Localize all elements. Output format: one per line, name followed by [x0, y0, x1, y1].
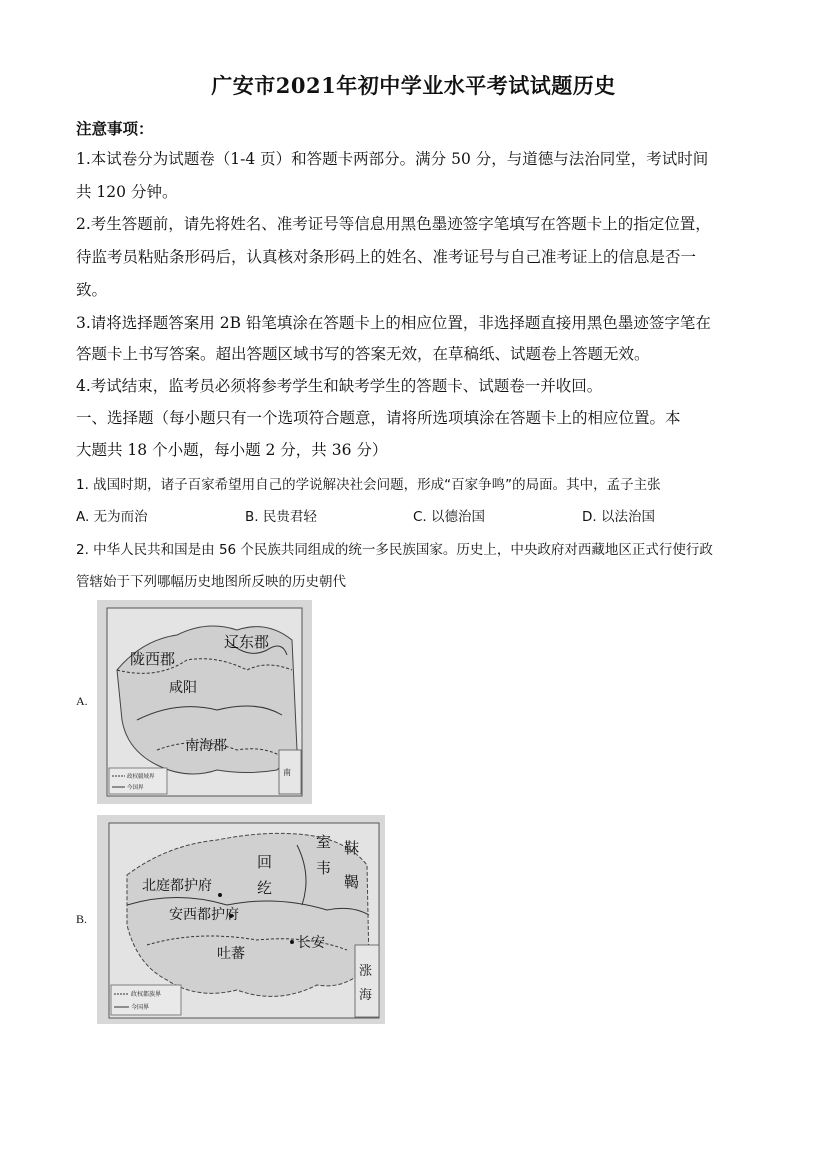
map-b-inset-label-2: 海: [359, 988, 373, 1003]
map-b-label-mo: 靺: [344, 839, 360, 857]
question-1-stem: 1. 战国时期，诸子百家希望用自己的学说解决社会问题，形成“百家争鸣”的局面。其中，孟子主张: [76, 477, 661, 493]
question-2-option-b-label[interactable]: B.: [76, 912, 88, 926]
note-4: 4.考试结束，监考员必须将参考学生和缺考学生的答题卡、试题卷一并收回。: [76, 377, 603, 395]
note-3-line-1: 3.请将选择题答案用 2B 铅笔填涂在答题卡上的相应位置，非选择题直接用黑色墨迹签字笔在: [76, 314, 711, 332]
map-b-label-shi: 室: [316, 833, 332, 851]
map-a-image[interactable]: [97, 600, 312, 804]
map-a-label-longxi: 陇西郡: [130, 650, 176, 668]
map-b-legend-2: 今国界: [131, 1004, 150, 1011]
map-a-graphic: [97, 600, 312, 804]
page-title: 广安市2021年初中学业水平考试试题历史: [211, 73, 616, 98]
question-2-stem-line-2: 管辖始于下列哪幅历史地图所反映的历史朝代: [76, 574, 346, 590]
map-b-graphic: [97, 815, 385, 1024]
map-b-image[interactable]: [97, 815, 385, 1024]
question-1-option-c[interactable]: C. 以德治国: [413, 509, 486, 525]
question-1-option-a[interactable]: A. 无为而治: [76, 509, 148, 525]
map-b-inset-label-1: 涨: [359, 964, 373, 979]
map-a-label-liaodong: 辽东郡: [224, 633, 270, 651]
map-b-label-changan: 长安: [297, 935, 325, 951]
note-1-line-1: 1.本试卷分为试题卷（1-4 页）和答题卡两部分。满分 50 分，与道德与法治同堂，考试时间: [76, 150, 709, 168]
note-2-line-3: 致。: [76, 281, 108, 299]
map-b-label-wei: 韦: [316, 859, 332, 877]
map-a-label-xianyang: 咸阳: [169, 680, 197, 696]
map-b-label-beiting: 北庭都护府: [142, 878, 212, 894]
note-1-line-2: 共 120 分钟。: [76, 183, 178, 201]
notes-heading: 注意事项：: [76, 119, 154, 138]
note-2-line-2: 待监考员粘贴条形码后，认真核对条形码上的姓名、准考证号与自己准考证上的信息是否一: [76, 248, 697, 266]
map-a-inset-label: 南: [283, 768, 291, 777]
map-b-label-tubo: 吐蕃: [217, 946, 245, 962]
question-1-option-b[interactable]: B. 民贵君轻: [245, 509, 317, 525]
section-heading-line-2: 大题共 18 个小题，每小题 2 分，共 36 分）: [76, 441, 388, 459]
map-a-legend-2: 今国界: [127, 785, 144, 791]
map-b-label-anxi: 安西都护府: [169, 907, 239, 923]
question-1-option-d[interactable]: D. 以法治国: [582, 509, 655, 525]
section-heading-line-1: 一、选择题（每小题只有一个选项符合题意，请将所选项填涂在答题卡上的相应位置。本: [76, 409, 681, 427]
note-2-line-1: 2.考生答题前，请先将姓名、准考证号等信息用黑色墨迹签字笔填写在答题卡上的指定位置，: [76, 215, 711, 233]
question-2-option-a-label[interactable]: A.: [76, 694, 88, 708]
map-a-legend-1: 政权疆域界: [127, 774, 155, 780]
note-3-line-2: 答题卡上书写答案。超出答题区域书写的答案无效，在草稿纸、试题卷上答题无效。: [76, 345, 650, 363]
map-b-label-he2: 纥: [257, 879, 273, 897]
map-b-label-hui: 回: [257, 853, 273, 871]
map-b-legend-1: 政权都族界: [131, 991, 162, 998]
question-2-stem-line-1: 2. 中华人民共和国是由 56 个民族共同组成的统一多民族国家。历史上，中央政府对西藏地区正式行使行政: [76, 542, 713, 558]
map-b-label-he: 鞨: [344, 873, 360, 891]
map-a-label-nanhai: 南海郡: [185, 738, 227, 754]
